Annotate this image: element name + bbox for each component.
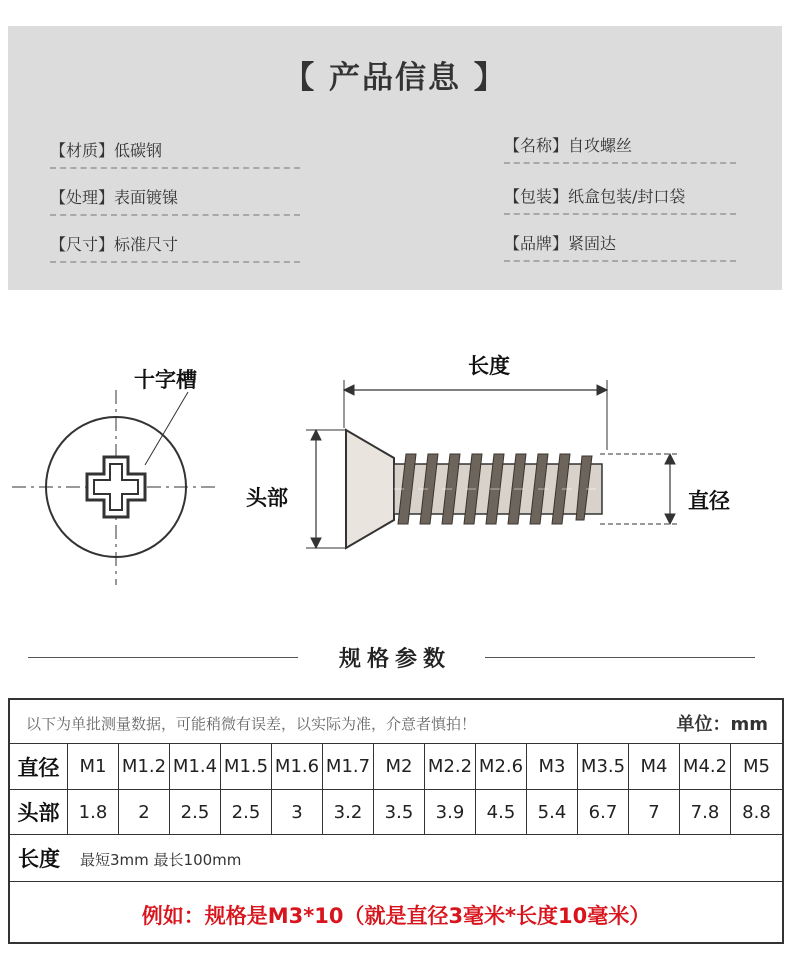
spec-title: 规格参数 xyxy=(338,647,451,672)
screw-diagram xyxy=(0,330,790,620)
diameter-cell: M2 xyxy=(374,744,425,789)
info-row-name xyxy=(504,133,736,164)
info-row-packaging xyxy=(504,184,736,215)
head-cell: 2.5 xyxy=(221,790,272,834)
info-label: 【处理】 xyxy=(50,188,115,207)
diameter-cell: M1.2 xyxy=(119,744,170,789)
head-cell: 2 xyxy=(119,790,170,834)
diameter-cell: M4.2 xyxy=(680,744,731,789)
head-row xyxy=(10,790,782,835)
length-row xyxy=(10,835,782,882)
head-cell: 4.5 xyxy=(476,790,527,834)
diameter-label: 直径 xyxy=(688,489,730,513)
diameter-cell: M2.2 xyxy=(425,744,476,789)
divider-right xyxy=(485,657,755,658)
info-label: 【材质】 xyxy=(50,141,115,160)
head-cell: 7 xyxy=(629,790,680,834)
diameter-cell: M2.6 xyxy=(476,744,527,789)
head-cell: 3 xyxy=(272,790,323,834)
diameter-cell: M3 xyxy=(527,744,578,789)
example-row xyxy=(10,882,782,942)
product-info-panel xyxy=(8,26,782,290)
info-label: 【尺寸】 xyxy=(50,235,115,254)
diameter-cell: M1 xyxy=(68,744,119,789)
info-value: 纸盒包装/封口袋 xyxy=(568,187,686,206)
length-range: 最短3mm 最长100mm xyxy=(80,851,242,869)
unit-label: 单位：mm xyxy=(676,714,768,735)
head-cell: 1.8 xyxy=(68,790,119,834)
diameter-cell: M3.5 xyxy=(578,744,629,789)
info-value: 低碳钢 xyxy=(114,141,163,160)
cross-slot-label: 十字槽 xyxy=(134,368,197,392)
spec-example: 例如：规格是M3*10（就是直径3毫米*长度10毫米） xyxy=(141,904,651,928)
info-row-size xyxy=(50,232,300,263)
head-cell: 3.5 xyxy=(374,790,425,834)
head-cell: 2.5 xyxy=(170,790,221,834)
note-row xyxy=(10,700,782,744)
length-row-header: 长度 xyxy=(18,847,60,871)
info-row-material xyxy=(50,138,300,169)
diameter-cell: M4 xyxy=(629,744,680,789)
screw-side-view xyxy=(306,380,680,548)
diameter-row xyxy=(10,744,782,790)
spec-table xyxy=(8,698,784,944)
length-label: 长度 xyxy=(468,354,510,378)
measurement-note: 以下为单批测量数据，可能稍微有误差，以实际为准，介意者慎拍！ xyxy=(26,715,477,733)
diameter-cell: M5 xyxy=(743,756,770,777)
head-cell: 5.4 xyxy=(527,790,578,834)
product-info-title: 【 产品信息 】 xyxy=(283,60,507,96)
info-value: 自攻螺丝 xyxy=(568,136,633,155)
head-label: 头部 xyxy=(246,486,288,510)
screw-head-top-view xyxy=(12,390,220,585)
diameter-row-header: 直径 xyxy=(10,744,68,789)
info-row-brand xyxy=(504,231,736,262)
screw-illustration xyxy=(0,330,790,620)
head-cell: 3.9 xyxy=(425,790,476,834)
info-row-treatment xyxy=(50,185,300,216)
info-label: 【名称】 xyxy=(504,136,569,155)
head-cell: 3.2 xyxy=(323,790,374,834)
info-value: 表面镀镍 xyxy=(114,188,179,207)
head-cell: 7.8 xyxy=(680,790,731,834)
info-label: 【包装】 xyxy=(504,187,569,206)
diameter-cell: M1.5 xyxy=(221,744,272,789)
head-cell: 8.8 xyxy=(742,801,771,823)
spec-section-header xyxy=(0,640,790,674)
head-row-header: 头部 xyxy=(10,790,68,834)
info-value: 紧固达 xyxy=(568,234,617,253)
info-label: 【品牌】 xyxy=(504,234,569,253)
info-value: 标准尺寸 xyxy=(114,235,179,254)
diameter-cell: M1.4 xyxy=(170,744,221,789)
head-cell: 6.7 xyxy=(578,790,629,834)
diameter-cell: M1.6 xyxy=(272,744,323,789)
diameter-cell: M1.7 xyxy=(323,744,374,789)
